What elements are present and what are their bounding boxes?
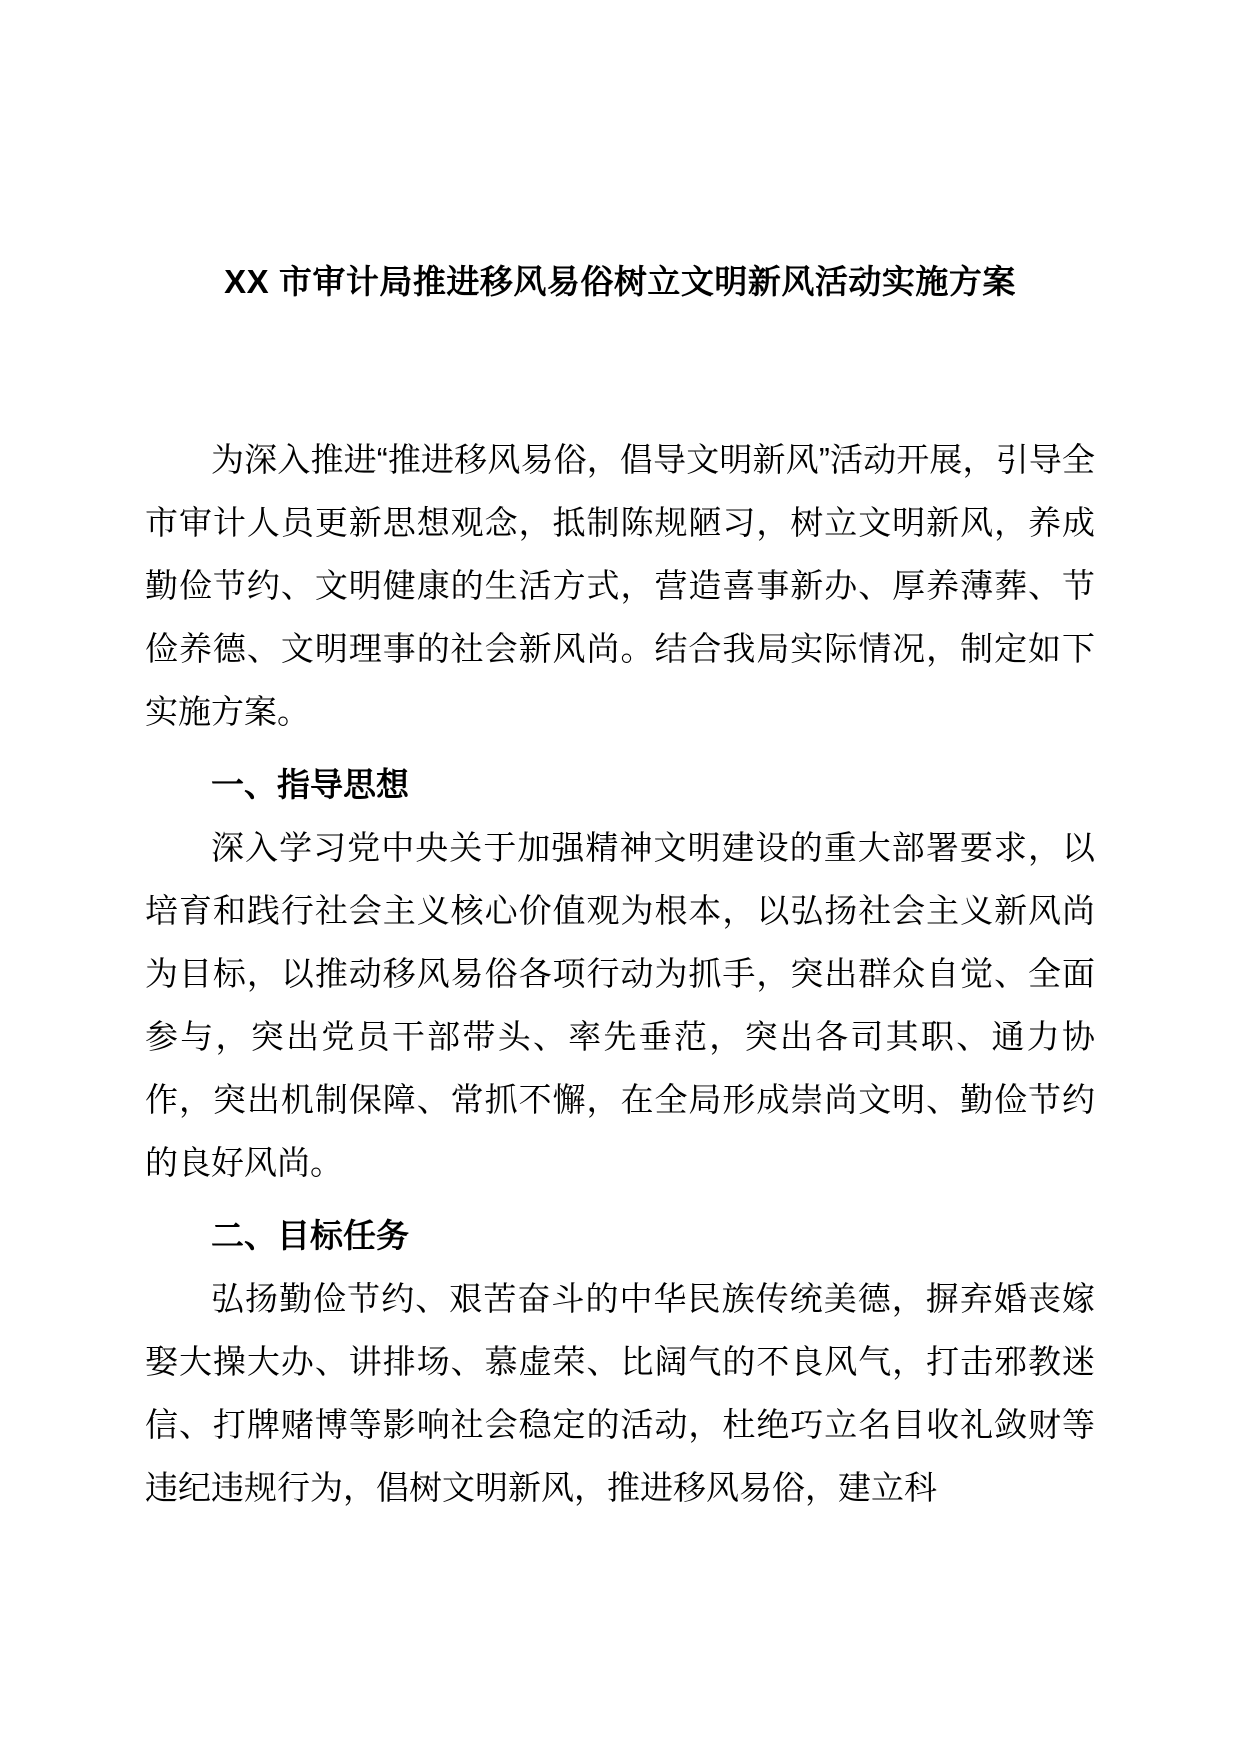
- section-heading-2: 二、目标任务: [211, 1217, 409, 1254]
- document-title-text: XX 市审计局推进移风易俗树立文明新风活动实施方案: [224, 263, 1016, 300]
- section-heading-1: 一、指导思想: [211, 766, 409, 803]
- paragraph-section-1: 深入学习党中央关于加强精神文明建设的重大部署要求，以培育和践行社会主义核心价值观为根本，以弘扬社会主义新风尚为目标，以推动移风易俗各项行动为抓手，突出群众自觉、全面参与，突出党员干部带头、率先垂范，突出各司其职、通力协作，突出机制保障、常抓不懈，在全局形成崇尚文明、勤俭节约的良好风尚。: [145, 829, 1095, 1181]
- document-title: [145, 262, 1095, 302]
- paragraph-section-2: 弘扬勤俭节约、艰苦奋斗的中华民族传统美德，摒弃婚丧嫁娶大操大办、讲排场、慕虚荣、比阔气的不良风气，打击邪教迷信、打牌赌博等影响社会稳定的活动，杜绝巧立名目收礼敛财等违纪违规行为，倡树文明新风，推进移风易俗，建立科: [145, 1280, 1095, 1506]
- paragraph-intro: 为深入推进“推进移风易俗，倡导文明新风”活动开展，引导全市审计人员更新思想观念，抵制陈规陋习，树立文明新风，养成勤俭节约、文明健康的生活方式，营造喜事新办、厚养薄葬、节俭养德、文明理事的社会新风尚。结合我局实际情况，制定如下实施方案。: [145, 441, 1095, 730]
